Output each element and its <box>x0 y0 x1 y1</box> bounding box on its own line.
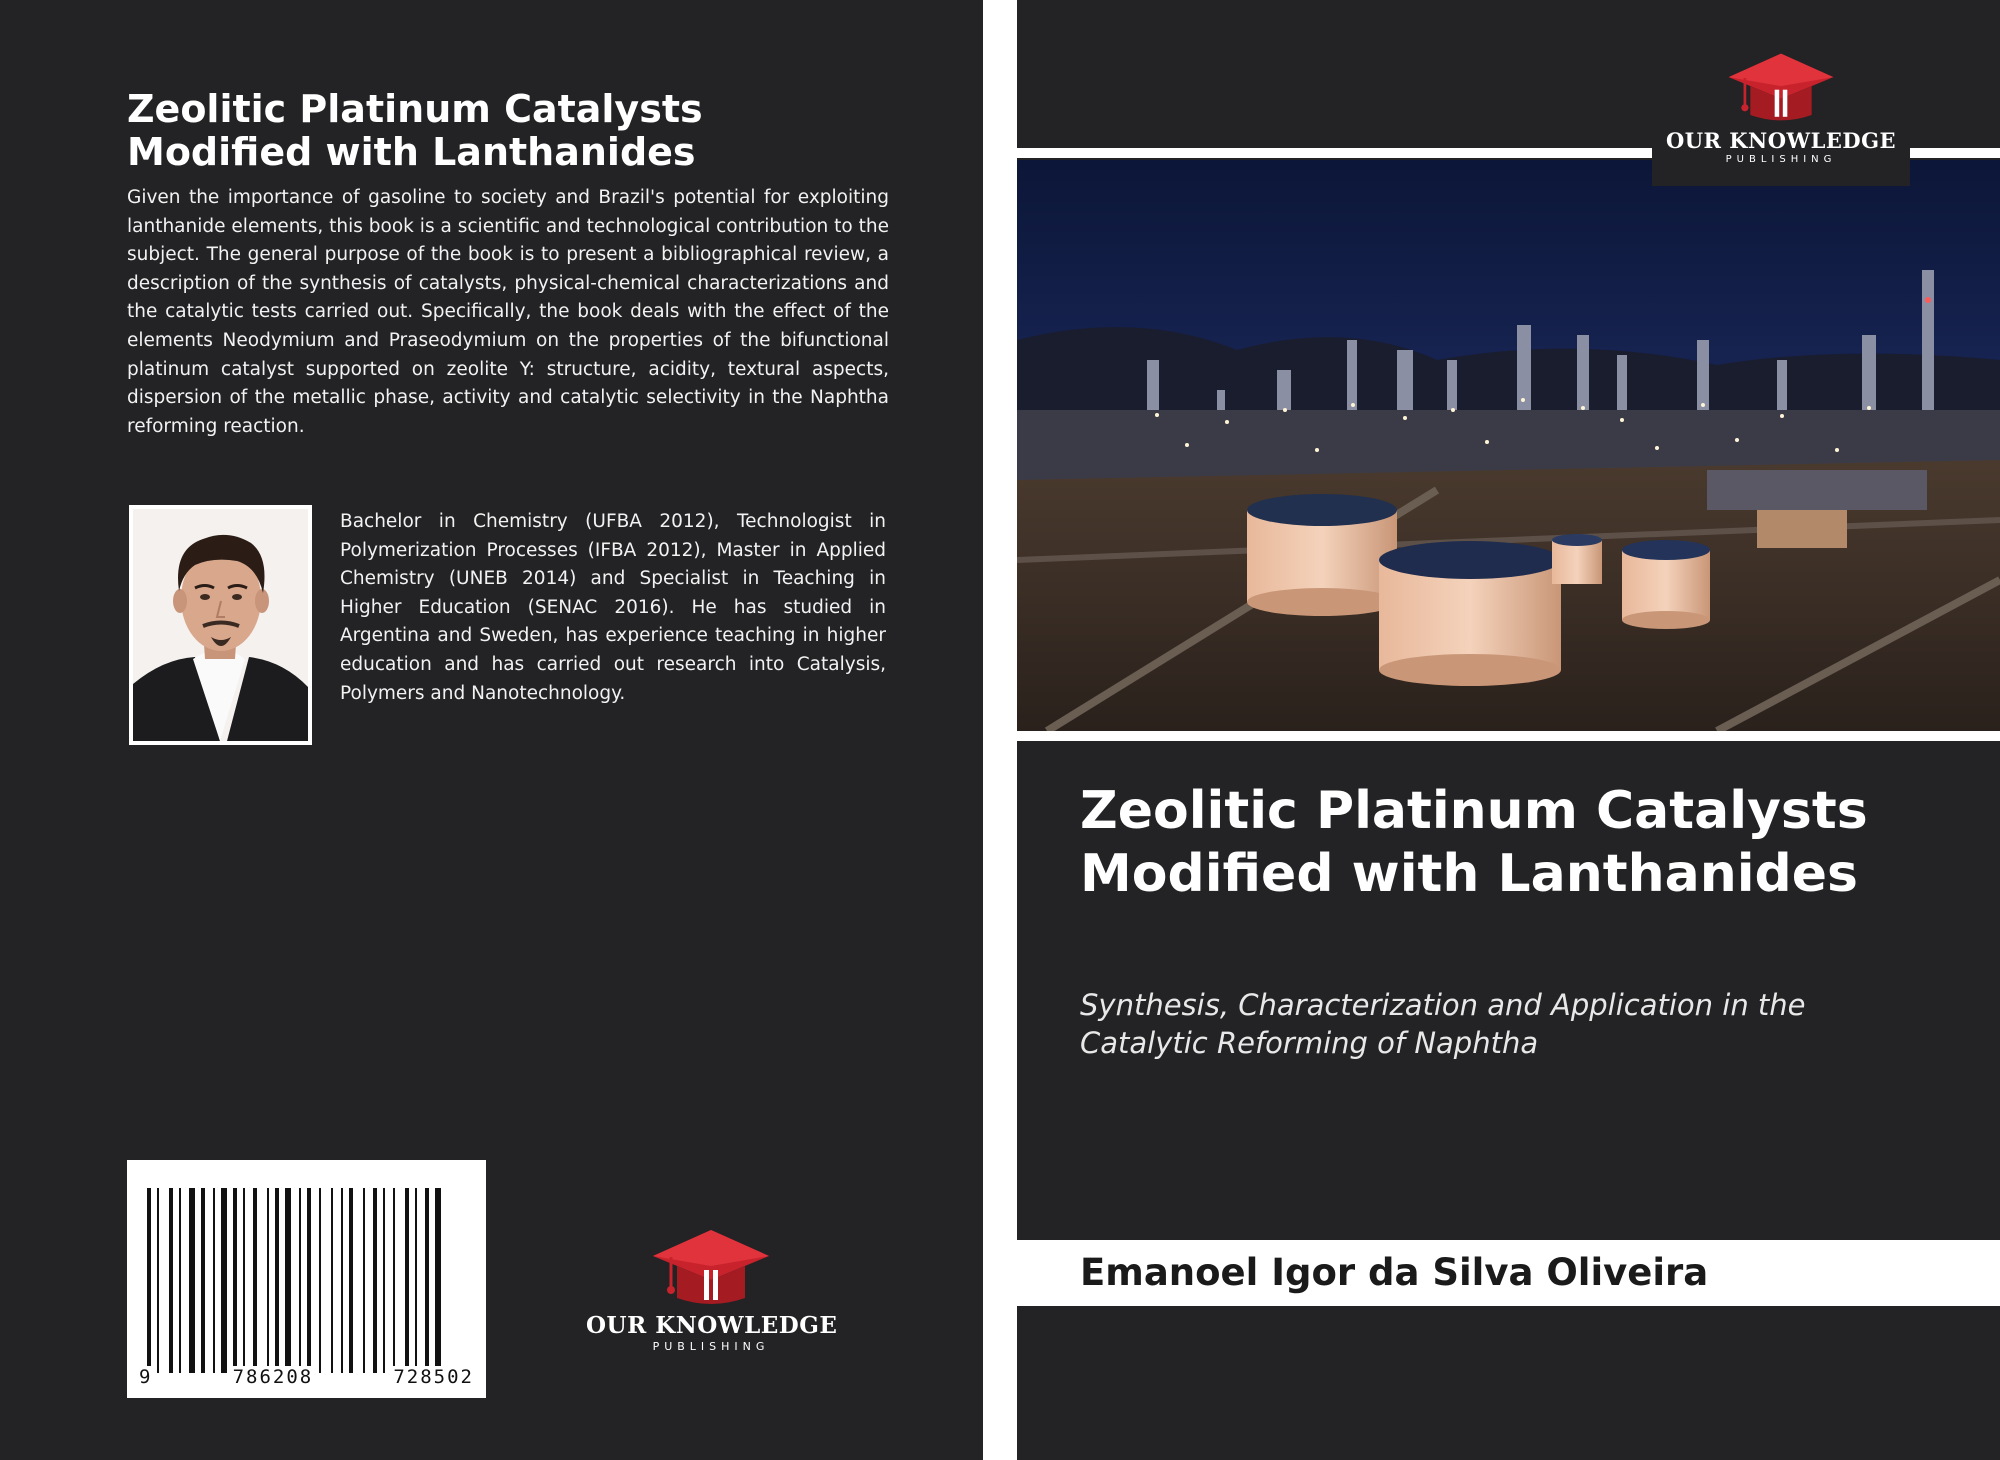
cover-photo-refinery <box>1017 160 2000 731</box>
graduation-cap-icon <box>651 1226 771 1308</box>
barcode-bar <box>201 1188 205 1373</box>
barcode-bar <box>307 1188 311 1373</box>
spine <box>983 0 1017 1460</box>
refinery-night-scene <box>1017 160 2000 731</box>
front-cover-title: Zeolitic Platinum Catalysts Modified with Lanthanides <box>1080 781 1868 904</box>
back-cover-blurb: Given the importance of gasoline to society and Brazil's potential for exploiting lanthanide elements, this book is a scientific and technological contribution to the subject. The general purpose of the book is to present a bibliographical review, a description of the synthesis of catalysts, physical-chemical characterizations and the catalytic tests carried out. Specifically, the book deals with the effect of the elements Neodymium and Praseodymium on the properties of the bifunctional platinum catalyst supported on zeolite Y: structure, acidity, textural aspects, dispersion of the metallic phase, activity and catalytic selectivity in the Naphtha reforming reaction. <box>127 187 889 437</box>
back-publisher-name: OUR KNOWLEDGE <box>586 1312 838 1339</box>
barcode-bars <box>127 1160 486 1398</box>
isbn-barcode <box>127 1160 486 1398</box>
front-mid-rule <box>1017 731 2000 741</box>
barcode-bar <box>253 1188 257 1373</box>
isbn-number <box>137 1366 476 1388</box>
barcode-bar <box>147 1188 151 1373</box>
author-photo <box>129 505 312 745</box>
author-name: Emanoel Igor da Silva Oliveira <box>1080 1251 1709 1294</box>
barcode-bar <box>319 1188 321 1373</box>
barcode-bar <box>189 1188 195 1373</box>
barcode-bar <box>341 1188 343 1373</box>
barcode-bar <box>363 1188 365 1373</box>
barcode-bar <box>393 1188 395 1373</box>
barcode-bar <box>373 1188 377 1373</box>
barcode-bar <box>157 1188 159 1373</box>
barcode-bar <box>435 1188 441 1373</box>
barcode-bar <box>169 1188 173 1373</box>
isbn-digits-right: 728502 <box>393 1366 474 1388</box>
barcode-bar <box>285 1188 291 1373</box>
barcode-bar <box>213 1188 215 1373</box>
graduation-cap-icon <box>1726 50 1836 124</box>
barcode-bar <box>299 1188 301 1373</box>
front-publisher-name: OUR KNOWLEDGE <box>1665 128 1897 153</box>
back-publisher-logo <box>586 1226 836 1353</box>
front-cover-subtitle: Synthesis, Characterization and Application in the Catalytic Reforming of Naphtha <box>1080 988 1806 1060</box>
barcode-bar <box>267 1188 269 1373</box>
front-publisher-logo <box>1652 50 1910 165</box>
barcode-bar <box>425 1188 429 1373</box>
isbn-digits-prefix: 9 <box>139 1366 153 1388</box>
barcode-bar <box>179 1188 181 1373</box>
barcode-bar <box>383 1188 385 1373</box>
barcode-bar <box>331 1188 333 1373</box>
author-portrait-icon <box>133 509 308 741</box>
barcode-bar <box>233 1188 237 1373</box>
isbn-digits-left: 786208 <box>232 1366 314 1388</box>
author-bio: Bachelor in Chemistry (UFBA 2012), Technologist in Polymerization Processes (IFBA 2012), Master in Applied Chemistry (UNEB 2014) and Specialist in Teaching in Higher Education (SENAC 2016). He has studied in Argentina and Sweden, has experience teaching in higher education and has carried out research into Catalysis, Polymers and Nanotechnology. <box>340 511 886 704</box>
barcode-bar <box>243 1188 245 1373</box>
back-cover-title: Zeolitic Platinum Catalysts Modified with Lanthanides <box>127 87 703 174</box>
front-publisher-tagline: PUBLISHING <box>1725 154 1837 165</box>
barcode-bar <box>221 1188 227 1373</box>
barcode-bar <box>405 1188 409 1373</box>
barcode-bar <box>349 1188 353 1373</box>
author-band <box>1017 1240 2000 1306</box>
barcode-bar <box>415 1188 417 1373</box>
back-publisher-tagline: PUBLISHING <box>652 1340 770 1353</box>
barcode-bar <box>275 1188 279 1373</box>
